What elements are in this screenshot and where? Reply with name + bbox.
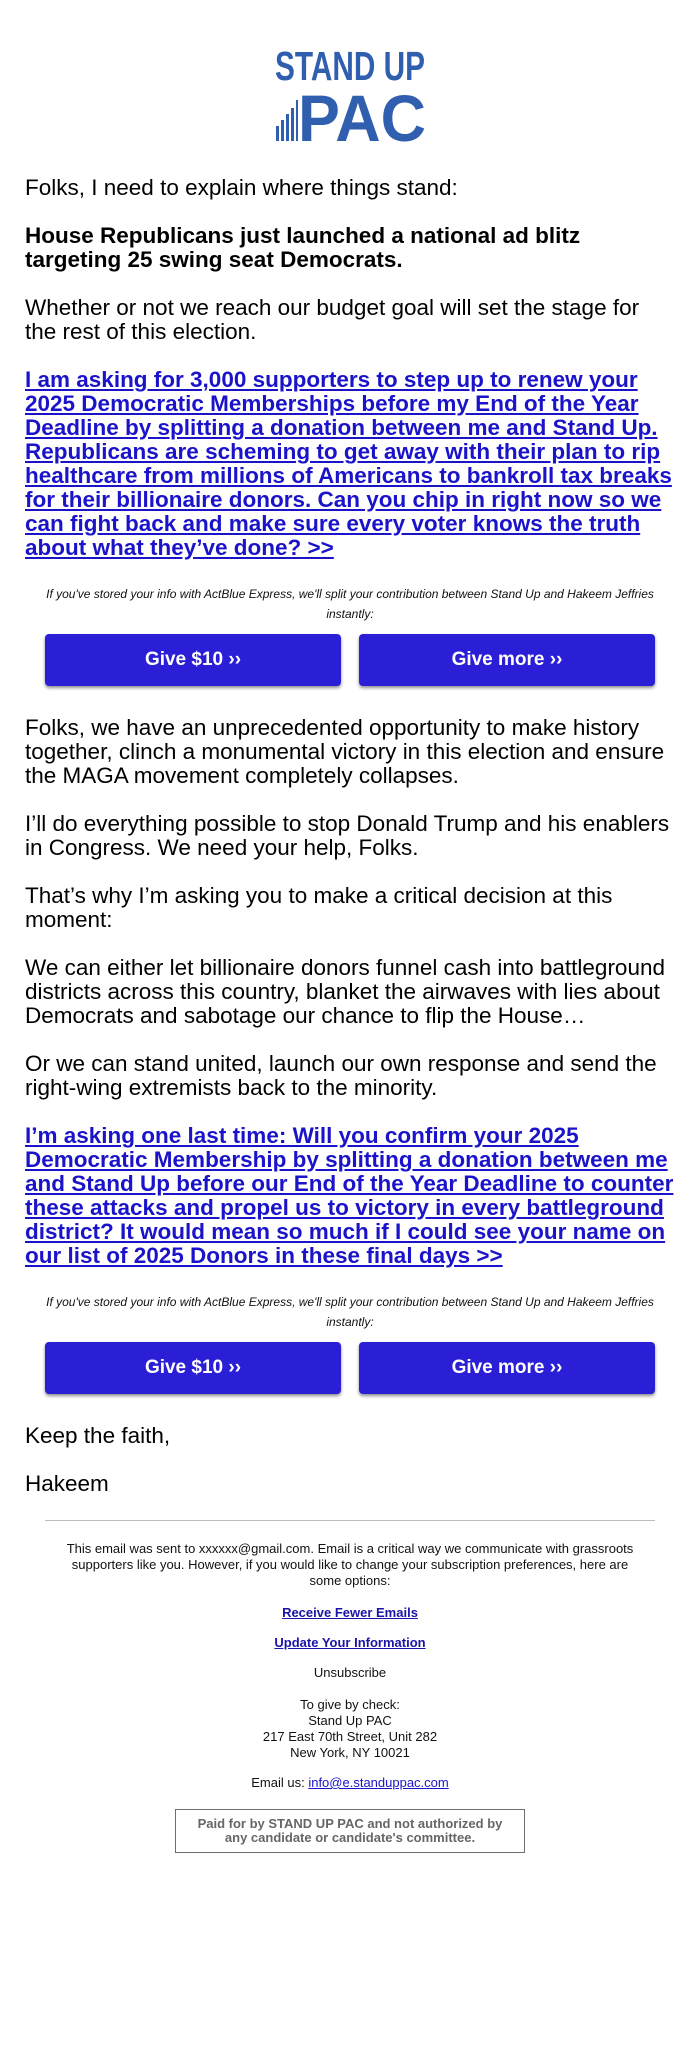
street-address: 217 East 70th Street, Unit 282 xyxy=(262,1729,438,1744)
intro-paragraph: Folks, I need to explain where things stand: xyxy=(25,175,458,200)
contact-email-line xyxy=(60,1775,640,1791)
closing-line: Keep the faith, xyxy=(25,1423,171,1448)
paid-for-disclaimer: Paid for by STAND UP PAC and not authorized by any candidate or candidate's committee. xyxy=(175,1809,525,1853)
donate-buttons-2 xyxy=(0,1342,700,1394)
logo-line1: STAND UP xyxy=(275,43,425,89)
united-paragraph: Or we can stand united, launch our own response and send the right-wing extremists back to the minority. xyxy=(25,1051,657,1100)
footer-intro: This email was sent to xxxxxx@gmail.com. Email is a critical way we communicate with grassroots supporters like you. However, if you would like to change your subscription preferences, here are some options: xyxy=(66,1541,634,1588)
opportunity-paragraph: Folks, we have an unprecedented opportunity to make history together, clinch a monumental victory in this election and ensure the MAGA movement completely collapses. xyxy=(25,715,665,788)
footer xyxy=(0,1541,700,1853)
give-10-button-2[interactable]: Give $10 ›› xyxy=(45,1342,341,1394)
actblue-express-note-2: If you've stored your info with ActBlue Express, we'll split your contribution between Stand Up and Hakeem Jeffries instantly: xyxy=(46,1295,654,1329)
footer-divider xyxy=(45,1520,655,1521)
check-label: To give by check: xyxy=(300,1697,400,1712)
give-more-button[interactable]: Give more ›› xyxy=(359,634,655,686)
update-information-link[interactable]: Update Your Information xyxy=(274,1635,426,1650)
skyline-icon xyxy=(276,100,298,141)
unsubscribe-link[interactable]: Unsubscribe xyxy=(313,1665,387,1680)
decision-paragraph: That’s why I’m asking you to make a critical decision at this moment: xyxy=(25,883,613,932)
donate-link-2[interactable]: I’m asking one last time: Will you confirm your 2025 Democratic Membership by splitting a donation between me and Stand Up before our End of the Year Deadline to counter these attacks and propel us to victory in every battleground district? It would mean so much if I could see your name on our list of 2025 Donors in these final days >> xyxy=(25,1123,674,1268)
billionaire-paragraph: We can either let billionaire donors funnel cash into battleground districts across this country, blanket the airwaves with lies about Democrats and sabotage our chance to flip the House… xyxy=(25,955,665,1028)
budget-paragraph: Whether or not we reach our budget goal will set the stage for the rest of this election. xyxy=(25,295,640,344)
email-label: Email us: xyxy=(251,1775,309,1790)
stand-up-pac-logo xyxy=(270,40,430,155)
stop-trump-paragraph: I’ll do everything possible to stop Donald Trump and his enablers in Congress. We need your help, Folks. xyxy=(25,811,670,860)
headline-paragraph: House Republicans just launched a national ad blitz targeting 25 swing seat Democrats. xyxy=(25,223,581,272)
org-name: Stand Up PAC xyxy=(308,1713,392,1728)
mailing-address xyxy=(60,1697,640,1761)
email-page xyxy=(0,40,700,1853)
city-address: New York, NY 10021 xyxy=(290,1745,410,1760)
logo-line2: PAC xyxy=(298,81,426,155)
give-10-button[interactable]: Give $10 ›› xyxy=(45,634,341,686)
donate-link-1[interactable]: I am asking for 3,000 supporters to step up to renew your 2025 Democratic Memberships before my End of the Year Deadline by splitting a donation between me and Stand Up. Republicans are scheming to get away with their plan to rip healthcare from millions of Americans to bankroll tax breaks for their billionaire donors. Can you chip in right now so we can fight back and make sure every voter knows the truth about what they’ve done? >> xyxy=(25,367,672,560)
actblue-express-note-1: If you've stored your info with ActBlue Express, we'll split your contribution between Stand Up and Hakeem Jeffries instantly: xyxy=(46,587,654,621)
contact-email-link[interactable]: info@e.standuppac.com xyxy=(308,1775,449,1790)
receive-fewer-emails-link[interactable]: Receive Fewer Emails xyxy=(282,1605,418,1620)
signature-name: Hakeem xyxy=(25,1471,109,1496)
donate-buttons-1 xyxy=(0,634,700,686)
give-more-button-2[interactable]: Give more ›› xyxy=(359,1342,655,1394)
